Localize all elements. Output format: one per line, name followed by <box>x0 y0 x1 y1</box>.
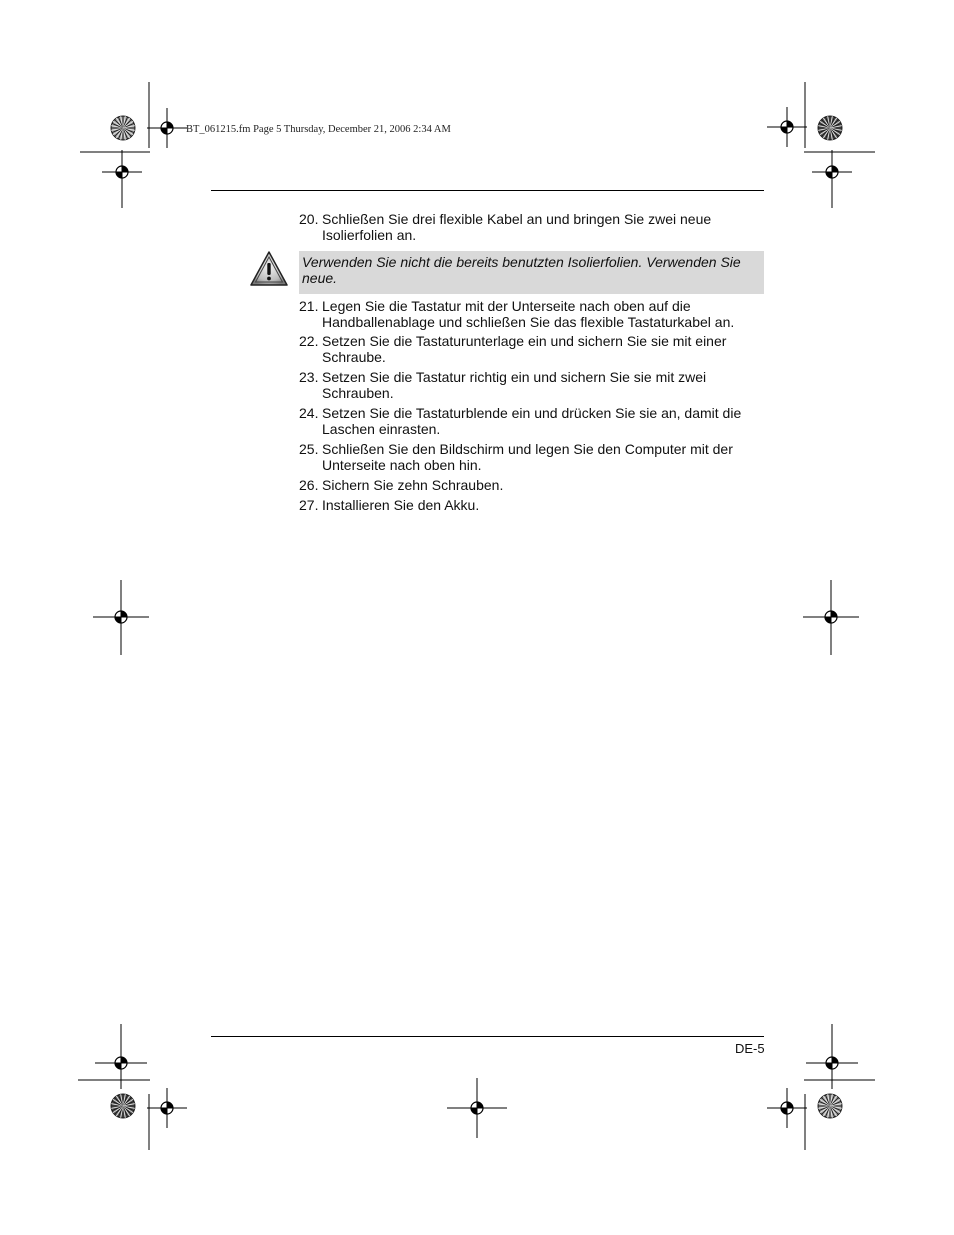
step-number: 20. <box>299 211 319 227</box>
step-text: Schließen Sie drei flexible Kabel an und bringen Sie zwei neue Isolierfolien an. <box>322 211 712 243</box>
step-number: 25. <box>299 441 319 457</box>
step-number: 23. <box>299 369 319 385</box>
page-number: DE-5 <box>735 1041 765 1056</box>
file-header-info: BT_061215.fm Page 5 Thursday, December 21, 2006 2:34 AM <box>186 124 451 135</box>
step-number: 27. <box>299 497 319 513</box>
warning-text: Verwenden Sie nicht die bereits benutzten Isolierfolien. Verwenden Sie neue. <box>302 254 741 286</box>
step-text: Legen Sie die Tastatur mit der Unterseite nach oben auf die Handballenablage und schließen Sie das flexible Tastaturkabel an. <box>322 298 735 330</box>
step-text: Setzen Sie die Tastaturblende ein und drücken Sie sie an, damit die Laschen einrasten. <box>322 405 742 437</box>
step-text: Setzen Sie die Tastaturunterlage ein und sichern Sie sie mit einer Schraube. <box>322 333 727 365</box>
step-text: Setzen Sie die Tastatur richtig ein und sichern Sie sie mit zwei Schrauben. <box>322 369 707 401</box>
step-text: Sichern Sie zehn Schrauben. <box>322 477 504 493</box>
step-text: Installieren Sie den Akku. <box>322 497 480 513</box>
step-number: 26. <box>299 477 319 493</box>
step-number: 22. <box>299 333 319 349</box>
step-number: 24. <box>299 405 319 421</box>
step-text: Schließen Sie den Bildschirm und legen Sie den Computer mit der Unterseite nach oben hin. <box>322 441 733 473</box>
step-number: 21. <box>299 298 319 314</box>
